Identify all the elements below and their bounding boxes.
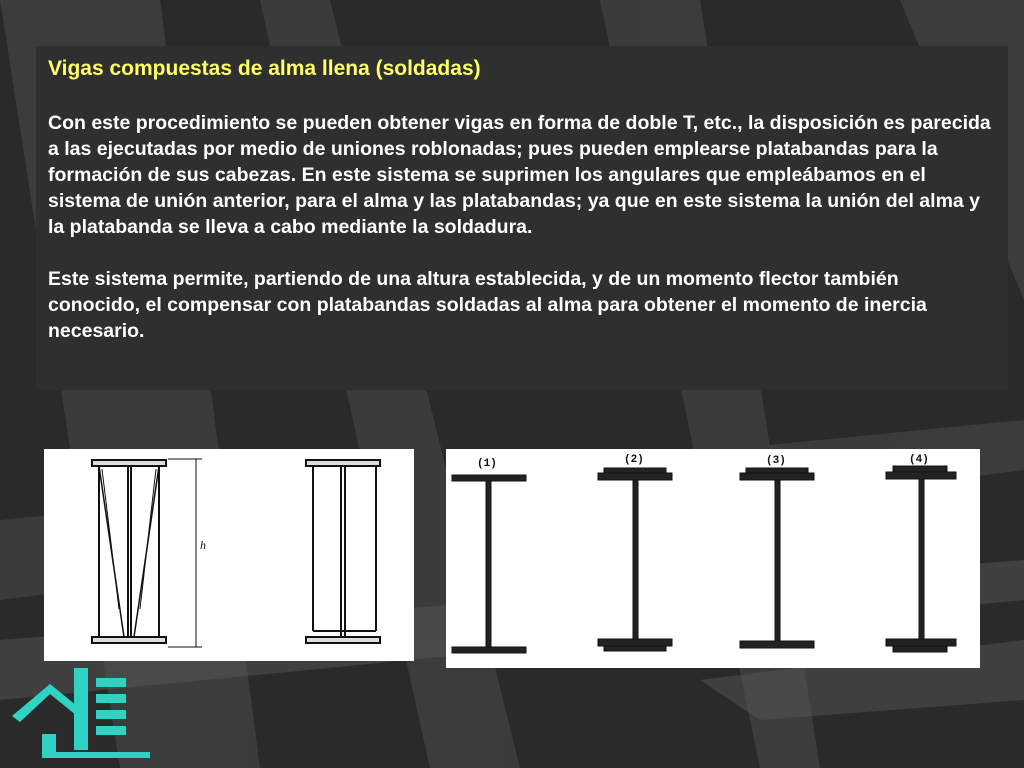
section-label-3: (3)	[766, 455, 786, 467]
paragraph-2: Este sistema permite, partiendo de una altura establecida, y de un momento flector también conocido, el compensar con platabandas soldadas al alma para obtener el momento de inercia necesario.	[48, 268, 927, 342]
section-label-1: (1)	[477, 458, 497, 470]
paragraph-1: Con este procedimiento se pueden obtener vigas en forma de doble T, etc., la disposición es parecida a las ejecutadas por medio de uniones roblonadas; pues pueden emplearse platabandas para la formación de sus cabezas. En este sistema se suprimen los angulares que empleábamos en el sistema de unión anterior, para el alma y las platabandas; ya que en este sistema la unión del alma y la platabanda se lleva a cabo mediante la soldadura.	[48, 112, 991, 238]
content-text-box	[36, 46, 1008, 390]
section-label-4: (4)	[909, 454, 929, 466]
house-logo-icon	[12, 666, 152, 762]
dimension-h-label: h	[200, 538, 206, 552]
slide-title: Vigas compuestas de alma llena (soldadas)	[48, 57, 481, 80]
beam-sections-right	[446, 449, 980, 668]
section-label-2: (2)	[624, 454, 644, 466]
beam-diagram-left	[44, 449, 414, 661]
